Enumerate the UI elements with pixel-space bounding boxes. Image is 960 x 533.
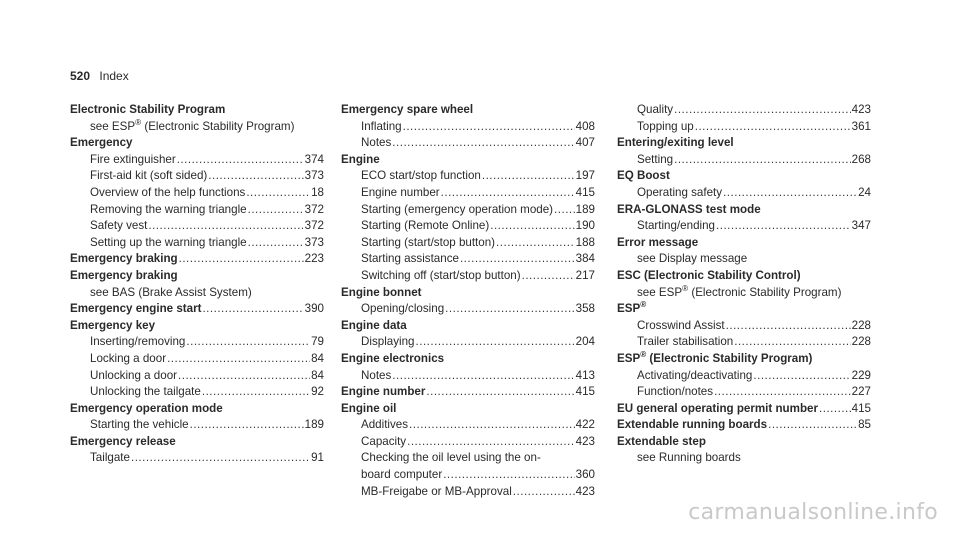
entry-text: Extendable running boards	[617, 418, 768, 432]
index-heading-entry	[70, 301, 324, 318]
index-reference: see BAS (Brake Assist System)	[90, 285, 252, 299]
leader-dots	[674, 152, 851, 169]
index-reference: see ESP® (Electronic Stability Program)	[90, 117, 295, 133]
index-entry	[70, 351, 324, 368]
index-entry	[617, 102, 871, 119]
page-reference: 415	[575, 185, 595, 199]
leader-dots	[208, 168, 303, 185]
leader-dots	[753, 368, 850, 385]
page-reference: 408	[575, 119, 595, 133]
entry-text: Starting (emergency operation mode)	[361, 202, 554, 216]
page-reference: 423	[575, 484, 595, 498]
page-reference: 24	[858, 185, 871, 199]
page-reference: 358	[575, 302, 595, 316]
leader-dots	[426, 384, 574, 401]
index-entry	[341, 185, 595, 202]
index-column-2	[341, 102, 595, 500]
page-reference: 223	[304, 252, 324, 266]
leader-dots	[674, 102, 851, 119]
page-reference: 360	[575, 468, 595, 482]
entry-text: Starting/ending	[637, 219, 715, 233]
entry-text: Notes	[361, 368, 392, 382]
index-heading: Emergency spare wheel	[341, 103, 474, 116]
entry-text: Topping up	[637, 119, 694, 133]
page-number: 520	[70, 69, 91, 83]
page-reference: 228	[851, 318, 871, 332]
index-heading-entry	[70, 251, 324, 268]
index-entry	[341, 119, 595, 136]
entry-text: Inserting/removing	[90, 335, 186, 349]
index-entry	[341, 301, 595, 318]
index-heading: ESP®	[617, 300, 647, 316]
entry-text: Displaying	[361, 335, 415, 349]
index-entry	[70, 235, 324, 252]
index-column-1	[70, 102, 324, 467]
index-entry	[617, 384, 871, 401]
index-entry	[341, 268, 595, 285]
leader-dots	[768, 417, 857, 434]
entry-text: Removing the warning triangle	[90, 202, 247, 216]
leader-dots	[554, 202, 575, 219]
entry-text: Quality	[637, 103, 674, 116]
section-title: Index	[99, 69, 129, 83]
index-entry	[617, 318, 871, 335]
entry-text: Unlocking the tailgate	[90, 385, 201, 399]
index-heading: ESP® (Electronic Stability Program)	[617, 350, 813, 365]
page-reference: 372	[304, 202, 324, 216]
leader-dots	[695, 119, 851, 136]
index-entry	[70, 417, 324, 434]
index-entry	[617, 119, 871, 136]
entry-text: board computer	[361, 468, 443, 482]
entry-text: Tailgate	[90, 451, 130, 465]
page-reference: 229	[851, 368, 871, 382]
entry-text: Starting assistance	[361, 252, 459, 266]
entry-text: EU general operating permit number	[617, 401, 818, 415]
index-entry	[341, 334, 595, 351]
page-reference: 361	[851, 119, 871, 133]
page-reference: 92	[311, 385, 324, 399]
page-reference: 18	[311, 185, 324, 199]
leader-dots	[441, 185, 575, 202]
leader-dots	[409, 417, 575, 434]
index-heading: Engine electronics	[341, 351, 445, 365]
entry-text: Capacity	[361, 434, 407, 448]
leader-dots	[190, 417, 304, 434]
page-reference: 268	[851, 152, 871, 166]
leader-dots	[248, 235, 304, 252]
leader-dots	[178, 368, 310, 385]
entry-text: First-aid kit (soft sided)	[90, 169, 208, 183]
index-heading: Engine bonnet	[341, 285, 422, 299]
leader-dots	[416, 334, 575, 351]
page-reference: 413	[575, 368, 595, 382]
leader-dots	[392, 135, 574, 152]
leader-dots	[177, 152, 304, 169]
index-entry	[70, 152, 324, 169]
leader-dots	[248, 202, 304, 219]
index-heading-entry	[617, 417, 871, 434]
index-reference: Checking the oil level using the on-	[361, 451, 541, 465]
page-reference: 407	[575, 136, 595, 150]
index-heading: Emergency key	[70, 318, 156, 332]
leader-dots	[714, 384, 851, 401]
index-entry	[70, 185, 324, 202]
leader-dots	[403, 119, 575, 136]
page-reference: 84	[311, 351, 324, 365]
entry-text: Emergency engine start	[70, 302, 202, 316]
index-entry	[70, 202, 324, 219]
entry-text: ECO start/stop function	[361, 169, 481, 183]
index-heading: Emergency braking	[70, 268, 178, 282]
index-heading: Emergency	[70, 136, 133, 150]
entry-text: Opening/closing	[361, 302, 445, 316]
index-reference: see ESP® (Electronic Stability Program)	[637, 283, 842, 299]
index-reference: see Display message	[637, 252, 748, 266]
entry-text: Safety vest	[90, 219, 148, 233]
page-reference: 373	[304, 235, 324, 249]
leader-dots	[443, 467, 574, 484]
leader-dots	[202, 301, 303, 318]
index-entry	[341, 484, 595, 501]
entry-text: Emergency braking	[70, 252, 178, 266]
entry-text: MB-Freigabe or MB-Approval	[361, 484, 512, 498]
index-heading: Error message	[617, 235, 699, 249]
entry-text: Locking a door	[90, 351, 167, 365]
leader-dots	[179, 251, 304, 268]
page-reference: 415	[851, 401, 871, 415]
page-reference: 373	[304, 169, 324, 183]
page-reference: 91	[311, 451, 324, 465]
page-reference: 84	[311, 368, 324, 382]
leader-dots	[202, 384, 310, 401]
entry-text: Unlocking a door	[90, 368, 178, 382]
page-reference: 189	[575, 202, 595, 216]
index-heading: ESC (Electronic Stability Control)	[617, 268, 801, 282]
index-heading: Engine oil	[341, 401, 397, 415]
leader-dots	[513, 484, 575, 501]
index-entry	[341, 135, 595, 152]
index-entry	[70, 384, 324, 401]
page-reference: 228	[851, 335, 871, 349]
leader-dots	[726, 318, 851, 335]
page-reference: 188	[575, 235, 595, 249]
leader-dots	[496, 235, 575, 252]
leader-dots	[186, 334, 310, 351]
leader-dots	[716, 218, 851, 235]
index-heading: ERA-GLONASS test mode	[617, 202, 761, 216]
page-reference: 422	[575, 418, 595, 432]
index-entry	[70, 334, 324, 351]
index-entry	[617, 334, 871, 351]
index-column-3	[617, 102, 871, 467]
page-reference: 390	[304, 302, 324, 316]
page-reference: 189	[304, 418, 324, 432]
index-entry	[617, 185, 871, 202]
index-heading: Extendable step	[617, 434, 706, 448]
leader-dots	[819, 401, 851, 418]
page-reference: 384	[575, 252, 595, 266]
leader-dots	[246, 185, 310, 202]
index-entry	[617, 152, 871, 169]
entry-text: Notes	[361, 136, 392, 150]
leader-dots	[723, 185, 857, 202]
entry-text: Additives	[361, 418, 409, 432]
entry-text: Function/notes	[637, 385, 714, 399]
entry-text: Starting the vehicle	[90, 418, 189, 432]
page-reference: 197	[575, 169, 595, 183]
entry-text: Setting	[637, 152, 674, 166]
page-reference: 79	[311, 335, 324, 349]
index-entry	[70, 450, 324, 467]
index-heading: Emergency operation mode	[70, 401, 223, 415]
entry-text: Engine number	[341, 385, 426, 399]
entry-text: Activating/deactivating	[637, 368, 753, 382]
index-heading: Electronic Stability Program	[70, 103, 226, 116]
index-heading-entry	[617, 401, 871, 418]
index-entry	[341, 202, 595, 219]
leader-dots	[131, 450, 310, 467]
index-entry	[617, 368, 871, 385]
entry-text: Fire extinguisher	[90, 152, 176, 166]
index-heading-entry	[341, 384, 595, 401]
entry-text: Crosswind Assist	[637, 318, 725, 332]
page-reference: 372	[304, 219, 324, 233]
page-reference: 190	[575, 219, 595, 233]
index-heading: Emergency release	[70, 434, 176, 448]
index-entry	[341, 168, 595, 185]
entry-text: Engine number	[361, 185, 440, 199]
page-reference: 204	[575, 335, 595, 349]
page-reference: 347	[851, 219, 871, 233]
index-entry	[341, 251, 595, 268]
page-reference: 423	[575, 434, 595, 448]
page-reference: 423	[851, 103, 871, 116]
leader-dots	[734, 334, 850, 351]
leader-dots	[167, 351, 310, 368]
index-reference: see Running boards	[637, 451, 741, 465]
entry-text: Trailer stabilisation	[637, 335, 734, 349]
entry-text: Switching off (start/stop button)	[361, 268, 521, 282]
leader-dots	[148, 218, 303, 235]
entry-text: Overview of the help functions	[90, 185, 246, 199]
index-entry	[70, 218, 324, 235]
entry-text: Setting up the warning triangle	[90, 235, 247, 249]
leader-dots	[445, 301, 575, 318]
page-reference: 374	[304, 152, 324, 166]
index-heading: EQ Boost	[617, 169, 670, 183]
watermark: carmanualsonline.info	[688, 500, 938, 525]
leader-dots	[407, 434, 575, 451]
entry-text: Inflating	[361, 119, 402, 133]
index-heading: Engine	[341, 152, 380, 166]
entry-text: Operating safety	[637, 185, 723, 199]
index-entry	[341, 368, 595, 385]
index-entry	[341, 417, 595, 434]
index-heading: Entering/exiting level	[617, 136, 734, 150]
index-entry	[341, 235, 595, 252]
page-reference: 415	[575, 385, 595, 399]
index-entry	[70, 168, 324, 185]
index-entry	[70, 368, 324, 385]
index-entry	[341, 218, 595, 235]
leader-dots	[490, 218, 574, 235]
page-reference: 217	[575, 268, 595, 282]
leader-dots	[482, 168, 575, 185]
page-header	[70, 69, 129, 83]
page-reference: 227	[851, 385, 871, 399]
entry-text: Starting (start/stop button)	[361, 235, 496, 249]
page-reference: 85	[858, 418, 871, 432]
entry-text: Starting (Remote Online)	[361, 219, 490, 233]
index-entry	[341, 467, 595, 484]
leader-dots	[460, 251, 575, 268]
index-entry	[341, 434, 595, 451]
leader-dots	[522, 268, 575, 285]
leader-dots	[392, 368, 574, 385]
index-entry	[617, 218, 871, 235]
index-heading: Engine data	[341, 318, 407, 332]
